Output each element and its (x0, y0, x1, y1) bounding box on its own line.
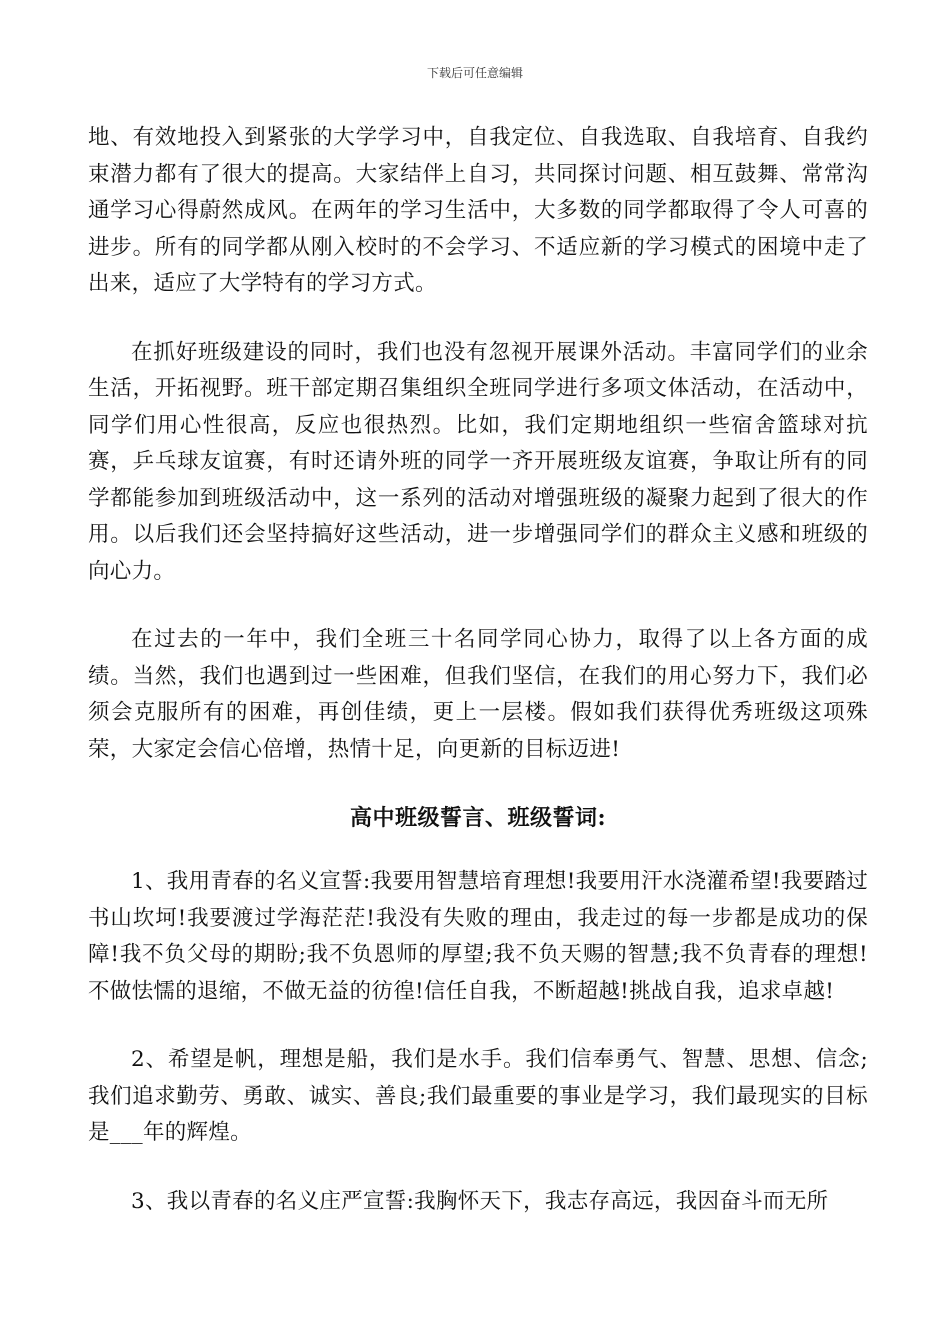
document-body (88, 120, 868, 1252)
oath-item-1: 1、我用青春的名义宣誓:我要用智慧培育理想!我要用汗水浇灌希望!我要踏过书山坎坷!我要渡过学海茫茫!我没有失败的理由，我走过的每一步都是成功的保障!我不负父母的期盼;我不负恩师的厚望;我不负天赐的智慧;我不负青春的理想!不做怯懦的退缩，不做无益的彷徨!信任自我，不断超越!挑战自我，追求卓越! (88, 869, 869, 1004)
paragraph-continued: 地、有效地投入到紧张的大学学习中，自我定位、自我选取、自我培育、自我约束潜力都有了很大的提高。大家结伴上自习，共同探讨问题、相互鼓舞、常常沟通学习心得蔚然成风。在两年的学习生活中，大多数的同学都取得了令人可喜的进步。所有的同学都从刚入校时的不会学习、不适应新的学习模式的困境中走了出来，适应了大学特有的学习方式。 (88, 125, 868, 296)
paragraph-summary: 在过去的一年中，我们全班三十名同学同心协力，取得了以上各方面的成绩。当然，我们也遇到过一些困难，但我们坚信，在我们的用心努力下，我们必须会克服所有的困难，再创佳绩，更上一层楼。假如我们获得优秀班级这项殊荣，大家定会信心倍增，热情十足，向更新的目标迈进! (88, 627, 868, 762)
section-heading: 高中班级誓言、班级誓词: (349, 805, 607, 831)
header-note: 下载后可任意编辑 (426, 66, 523, 80)
oath-item-2: 2、希望是帆，理想是船，我们是水手。我们信奉勇气、智慧、思想、信念;我们追求勤劳、勇敢、诚实、善良;我们最重要的事业是学习，我们最现实的目标是___年的辉煌。 (88, 1047, 868, 1145)
oath-item-3: 3、我以青春的名义庄严宣誓:我胸怀天下，我志存高远，我因奋斗而无所 (131, 1188, 829, 1214)
paragraph-activities: 在抓好班级建设的同时，我们也没有忽视开展课外活动。丰富同学们的业余生活，开拓视野。班干部定期召集组织全班同学进行多项文体活动，在活动中，同学们用心性很高，反应也很热烈。比如，我们定期地组织一些宿舍篮球对抗赛，乒乓球友谊赛，有时还请外班的同学一齐开展班级友谊赛，争取让所有的同学都能参加到班级活动中，这一系列的活动对增强班级的凝聚力起到了很大的作用。以后我们还会坚持搞好这些活动，进一步增强同学们的群众主义感和班级的向心力。 (88, 339, 868, 584)
